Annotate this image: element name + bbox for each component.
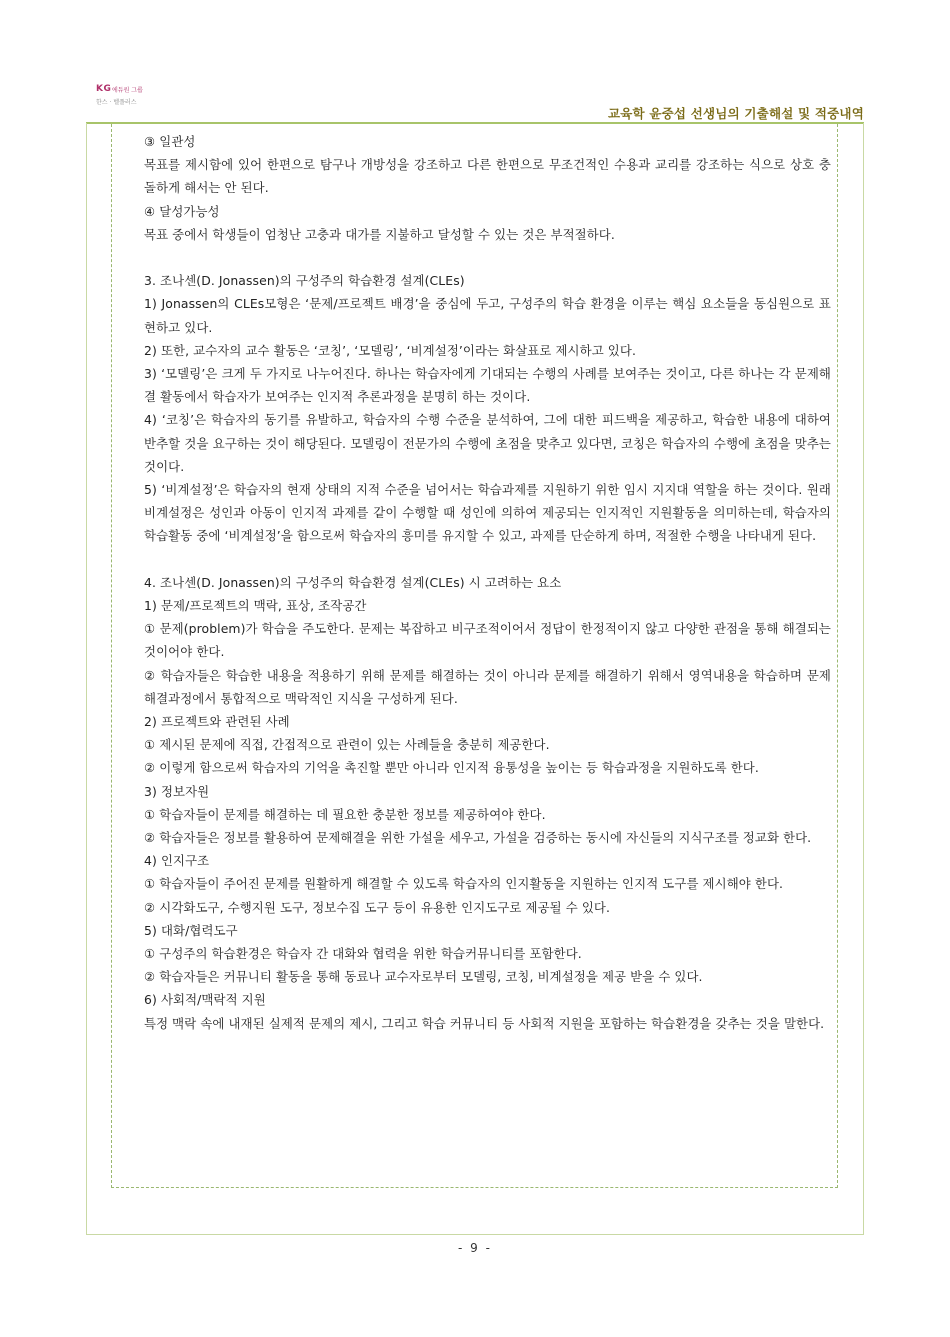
body-line: 목표를 제시함에 있어 한편으로 탐구나 개방성을 강조하고 다른 한편으로 무조건적인 수용과 교리를 강조하는 식으로 상호 충돌하게 해서는 안 된다. <box>144 157 831 196</box>
logo-group-text: 에듀원 그룹 <box>112 87 143 94</box>
body-line: ② 학습자들은 학습한 내용을 적용하기 위해 문제를 해결하는 것이 아니라 문제를 해결하기 위해서 영역내용을 학습하며 문제해결과정에서 통합적으로 맥락적인 지식을 구성하게 된다. <box>144 667 831 706</box>
body-line: 1) Jonassen의 CLEs모형은 ‘문제/프로젝트 배경’을 중심에 두고, 구성주의 학습 환경을 이루는 핵심 요소들을 동심원으로 표현하고 있다. <box>144 296 831 335</box>
page-frame-bottom <box>86 1234 864 1235</box>
body-line: 특정 맥락 속에 내재된 실제적 문제의 제시, 그리고 학습 커뮤니티 등 사회적 지원을 포함하는 학습환경을 갖추는 것을 말한다. <box>144 1015 825 1031</box>
page-frame-right <box>863 123 864 1235</box>
page-header-title: 교육학 윤중섭 선생님의 기출해설 및 적중내역 <box>608 106 864 121</box>
body-line: ① 학습자들이 주어진 문제를 원활하게 해결할 수 있도록 학습자의 인지활동을 지원하는 인지적 도구를 제시해야 한다. <box>144 876 784 892</box>
logo-kg: KG <box>96 84 112 94</box>
body-line: ② 시각화도구, 수행지원 도구, 정보수집 도구 등이 유용한 인지도구로 제공될 수 있다. <box>144 899 611 915</box>
body-line: 1) 문제/프로젝트의 맥락, 표상, 조작공간 <box>144 598 367 614</box>
body-line: 3) ‘모델링’은 크게 두 가지로 나누어진다. 하나는 학습자에게 기대되는 수행의 사례를 보여주는 것이고, 다른 하나는 각 문제해결 활동에서 학습자가 보여주는 인지적 추론과정을 분명히 하는 것이다. <box>144 366 831 405</box>
body-line: ① 문제(problem)가 학습을 주도한다. 문제는 복잡하고 비구조적이어서 정답이 한정적이지 않고 다양한 관점을 통해 해결되는 것이어야 한다. <box>144 621 831 660</box>
body-line: 4) 인지구조 <box>144 853 210 869</box>
body-line: ② 이렇게 함으로써 학습자의 기억을 촉진할 뿐만 아니라 인지적 융통성을 높이는 등 학습과정을 지원하도록 한다. <box>144 760 759 776</box>
logo-brand-text: 한스 · 벨플러스 <box>96 99 137 106</box>
section-heading: 4. 조나센(D. Jonassen)의 구성주의 학습환경 설계(CLEs) 시 고려하는 요소 <box>144 574 562 590</box>
blank-line <box>144 246 831 269</box>
body-line: 3) 정보자원 <box>144 783 210 799</box>
body-line: ② 학습자들은 정보를 활용하여 문제해결을 위한 가설을 세우고, 가설을 검증하는 동시에 자신들의 지식구조를 정교화 한다. <box>144 830 812 846</box>
body-line: 목표 중에서 학생들이 엄청난 고충과 대가를 지불하고 달성할 수 있는 것은 부적절하다. <box>144 226 615 242</box>
section-heading: 3. 조나센(D. Jonassen)의 구성주의 학습환경 설계(CLEs) <box>144 273 465 289</box>
page-number: - 9 - <box>458 1241 492 1255</box>
body-line: ① 학습자들이 문제를 해결하는 데 필요한 충분한 정보를 제공하여야 한다. <box>144 806 546 822</box>
body-line: ① 구성주의 학습환경은 학습자 간 대화와 협력을 위한 학습커뮤니티를 포함한다. <box>144 946 582 962</box>
body-line: 2) 또한, 교수자의 교수 활동은 ‘코칭’, ‘모델링’, ‘비계설정’이라는 화살표로 제시하고 있다. <box>144 342 636 358</box>
body-line: ① 제시된 문제에 직접, 간접적으로 관련이 있는 사례들을 충분히 제공한다. <box>144 737 550 753</box>
body-line: 4) ‘코칭’은 학습자의 동기를 유발하고, 학습자의 수행 수준을 분석하여, 그에 대한 피드백을 제공하고, 학습한 내용에 대하여 반추할 것을 요구하는 것이 해당된다. 모델링이 전문가의 수행에 초점을 맞추고 있다면, 코칭은 학습자의 수행에 초점을 맞추는 것이다. <box>144 412 831 474</box>
body-line: ③ 일관성 <box>144 134 196 149</box>
body-line: 6) 사회적/맥락적 지원 <box>144 992 266 1008</box>
publisher-logo <box>96 84 186 110</box>
body-line: 2) 프로젝트와 관련된 사례 <box>144 714 290 730</box>
document-body <box>144 130 831 1058</box>
body-line: ④ 달성가능성 <box>144 203 220 219</box>
body-line: 5) ‘비계설정’은 학습자의 현재 상태의 지적 수준을 넘어서는 학습과제를 지원하기 위한 임시 지지대 역할을 하는 것이다. 원래 비계설정은 성인과 아동이 인지적 과제를 같이 수행할 때 성인에 의하여 제공되는 인지적인 지원활동을 의미하는데, 학습자의 학습활동 중에 ‘비계설정’을 함으로써 학습자의 흥미를 유지할 수 있고, 과제를 단순하게 하며, 적절한 수행을 나타내게 된다. <box>144 482 831 544</box>
page-frame-left <box>86 123 87 1235</box>
body-line: ② 학습자들은 커뮤니티 활동을 통해 동료나 교수자로부터 모델링, 코칭, 비계설정을 제공 받을 수 있다. <box>144 969 703 985</box>
body-line: 5) 대화/협력도구 <box>144 922 238 938</box>
blank-line <box>144 1035 831 1058</box>
blank-line <box>144 548 831 571</box>
